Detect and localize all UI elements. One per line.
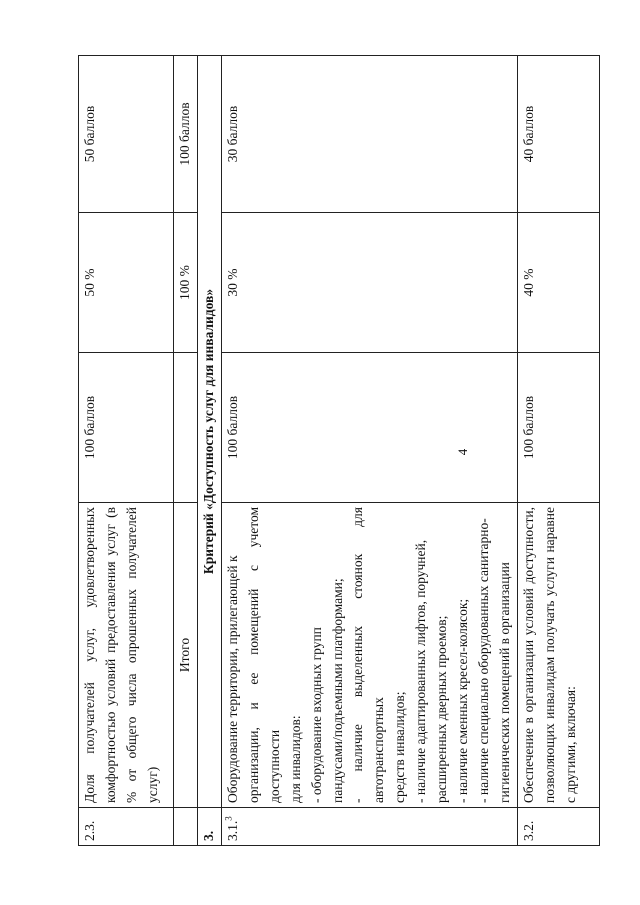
table-row	[517, 56, 599, 846]
indicator-value: 50 %	[79, 213, 174, 353]
row-number: 3.2.	[517, 808, 599, 846]
table-row	[221, 56, 517, 846]
table-row	[79, 56, 174, 846]
total-label: Итого	[174, 503, 198, 808]
indicator-name: Доля получателей услуг, удовлетворенных комфортностью условий предоставления услуг (в % от общего числа опрошенных получателей услуг)	[79, 503, 174, 808]
criterion-row	[198, 56, 222, 846]
criteria-table	[78, 56, 593, 846]
indicator-value: 30 %	[221, 213, 517, 353]
points: 50 баллов	[79, 56, 174, 213]
max-points: 100 баллов	[79, 353, 174, 503]
indicator-value: 40 %	[517, 213, 599, 353]
total-row	[174, 56, 198, 846]
points: 40 баллов	[517, 56, 599, 213]
rotated-table-area	[78, 56, 593, 846]
criterion-title: Критерий «Доступность услуг для инвалидов»	[198, 56, 222, 808]
max-points: 100 баллов	[517, 353, 599, 503]
page-number: 4	[455, 448, 470, 456]
points: 30 баллов	[221, 56, 517, 213]
row-number: 2.3.	[79, 808, 174, 846]
indicator-name: Оборудование территории, прилегающей к организации, и ее помещений с учетом доступности для инвалидов: - оборудование входных групп пандусами/подъемными платформами; - наличие выделенных стоянок для автотранспортных средств инвалидов; - наличие адаптированных лифтов, поручней, расширенных дверных проемов; - наличие сменных кресел-колясок; - наличие специально оборудованных санитарно- гигиенических помещений в организации	[221, 503, 517, 808]
row-number: 3.1.$^3$	[221, 808, 517, 846]
total-value: 100 %	[174, 213, 198, 353]
total-points: 100 баллов	[174, 56, 198, 213]
footnote-mark: 3	[223, 816, 234, 821]
criterion-number: 3.	[198, 808, 222, 846]
max-points: 100 баллов	[221, 353, 517, 503]
indicator-name: Обеспечение в организации условий доступности, позволяющих инвалидам получать услуги наравне с другими, включая:	[517, 503, 599, 808]
